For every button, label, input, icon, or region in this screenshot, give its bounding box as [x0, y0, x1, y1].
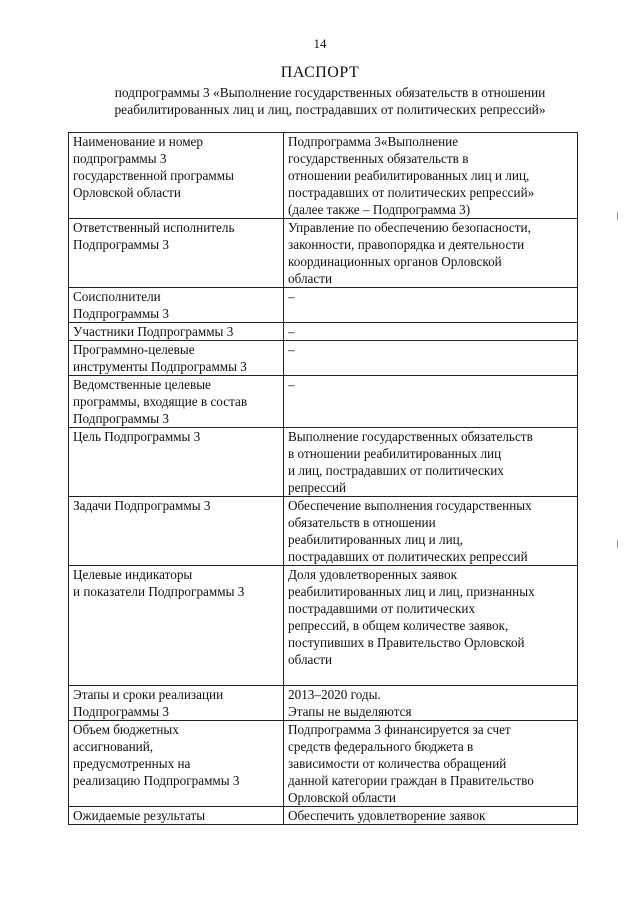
row-label-line: подпрограммы 3 — [73, 151, 167, 166]
row-value-line: Выполнение государственных обязательств — [288, 429, 533, 444]
row-value-line: области — [288, 652, 333, 667]
row-label-line: Подпрограммы 3 — [73, 704, 169, 719]
passport-row — [69, 566, 578, 686]
row-value-cell — [284, 288, 578, 323]
row-label-line: Цель Подпрограммы 3 — [73, 429, 201, 444]
row-label-line: Задачи Подпрограммы 3 — [73, 498, 211, 513]
row-value-line: области — [288, 271, 333, 286]
row-label-line: и показатели Подпрограммы 3 — [73, 584, 245, 599]
row-value-cell — [284, 497, 578, 566]
row-value-line: Управление по обеспечению безопасности, — [288, 220, 531, 235]
row-label-cell — [69, 497, 284, 566]
passport-row — [69, 133, 578, 219]
passport-row — [69, 686, 578, 721]
passport-row — [69, 219, 578, 288]
row-label-line: Подпрограммы 3 — [73, 306, 169, 321]
row-label-line: Подпрограммы 3 — [73, 411, 169, 426]
passport-row — [69, 288, 578, 323]
row-value-line: пострадавшими от политических — [288, 601, 476, 616]
row-value-cell — [284, 721, 578, 807]
row-value-line: репрессий, в общем количестве заявок, — [288, 618, 509, 633]
row-value-line: реабилитированных лиц и лиц, признанных — [288, 584, 535, 599]
row-value-line: – — [288, 324, 295, 339]
row-value-line: Подпрограмма 3 финансируется за счет — [288, 722, 511, 737]
row-value-line: – — [288, 377, 295, 392]
row-value-line: обязательств в отношении — [288, 515, 436, 530]
row-value-line: зависимости от количества обращений — [288, 756, 507, 771]
row-label-cell — [69, 323, 284, 341]
row-value-cell — [284, 686, 578, 721]
row-label-line: Целевые индикаторы — [73, 567, 193, 582]
passport-row — [69, 721, 578, 807]
row-value-cell — [284, 341, 578, 376]
row-value-cell — [284, 566, 578, 686]
row-label-cell — [69, 721, 284, 807]
row-value-line: пострадавших от политических репрессий» — [288, 185, 535, 200]
row-label-line: ассигнований, — [73, 739, 154, 754]
row-label-line: государственной программы — [73, 168, 234, 183]
row-value-line: поступивших в Правительство Орловской — [288, 635, 525, 650]
row-label-line: Участники Подпрограммы 3 — [73, 324, 234, 339]
row-value-line: – — [288, 342, 295, 357]
row-label-cell — [69, 288, 284, 323]
row-value-cell — [284, 133, 578, 219]
row-value-cell — [284, 807, 578, 825]
row-label-cell — [69, 566, 284, 686]
row-value-line: средств федерального бюджета в — [288, 739, 474, 754]
passport-row — [69, 376, 578, 428]
row-value-line: государственных обязательств в — [288, 151, 469, 166]
row-label-cell — [69, 376, 284, 428]
row-label-line: инструменты Подпрограммы 3 — [73, 359, 247, 374]
row-value-line: Орловской области — [288, 790, 396, 805]
row-label-line: Ведомственные целевые — [73, 377, 211, 392]
row-label-line: Наименование и номер — [73, 134, 204, 149]
row-value-line: данной категории граждан в Правительство — [288, 773, 534, 788]
row-value-cell — [284, 376, 578, 428]
row-label-line: предусмотренных на — [73, 756, 191, 771]
row-value-line: пострадавших от политических репрессий — [288, 549, 528, 564]
row-label-line: Этапы и сроки реализации — [73, 687, 224, 702]
scan-mark — [617, 540, 618, 548]
row-value-line: в отношении реабилитированных лиц — [288, 446, 502, 461]
row-label-cell — [69, 428, 284, 497]
row-value-line: 2013–2020 годы. — [288, 687, 381, 702]
row-value-line: Доля удовлетворенных заявок — [288, 567, 457, 582]
passport-table-body — [69, 133, 578, 825]
row-value-cell — [284, 219, 578, 288]
row-value-line: и лиц, пострадавших от политических — [288, 463, 504, 478]
document-title: ПАСПОРТ — [280, 64, 360, 81]
row-value-line — [288, 668, 573, 685]
row-value-line: координационных органов Орловской — [288, 254, 502, 269]
row-value-line: реабилитированных лиц и лиц, — [288, 532, 463, 547]
row-value-line: Обеспечить удовлетворение заявок — [288, 808, 486, 823]
document-subtitle — [80, 84, 580, 118]
row-label-line: Программно-целевые — [73, 342, 195, 357]
row-label-cell — [69, 807, 284, 825]
page-number: 14 — [313, 36, 327, 51]
row-value-line: Подпрограмма 3«Выполнение — [288, 134, 459, 149]
row-value-cell — [284, 428, 578, 497]
subtitle-line: реабилитированных лиц и лиц, пострадавших от политических репрессий» — [114, 102, 546, 117]
row-label-line: программы, входящие в состав — [73, 394, 248, 409]
passport-row — [69, 428, 578, 497]
row-label-cell — [69, 219, 284, 288]
row-label-line: Соисполнители — [73, 289, 161, 304]
scan-mark — [617, 212, 618, 220]
passport-row — [69, 341, 578, 376]
row-value-line: (далее также – Подпрограмма 3) — [288, 202, 471, 217]
row-label-line: Ответственный исполнитель — [73, 220, 235, 235]
row-label-line: Объем бюджетных — [73, 722, 179, 737]
row-value-cell — [284, 323, 578, 341]
row-value-line: законности, правопорядка и деятельности — [288, 237, 525, 252]
row-value-line: Обеспечение выполнения государственных — [288, 498, 532, 513]
subtitle-line: подпрограммы 3 «Выполнение государственных обязательств в отношении — [114, 85, 546, 100]
row-value-line: Этапы не выделяются — [288, 704, 412, 719]
row-label-cell — [69, 686, 284, 721]
row-value-line: отношении реабилитированных лиц и лиц, — [288, 168, 530, 183]
row-label-line: Подпрограммы 3 — [73, 237, 169, 252]
passport-row — [69, 497, 578, 566]
passport-row — [69, 807, 578, 825]
row-label-line: Орловской области — [73, 185, 181, 200]
row-label-line: реализацию Подпрограммы 3 — [73, 773, 240, 788]
passport-table — [68, 132, 578, 825]
row-label-line: Ожидаемые результаты — [73, 808, 206, 823]
row-value-line: репрессий — [288, 480, 347, 495]
row-label-cell — [69, 341, 284, 376]
row-label-cell — [69, 133, 284, 219]
row-value-line: – — [288, 289, 295, 304]
passport-row — [69, 323, 578, 341]
